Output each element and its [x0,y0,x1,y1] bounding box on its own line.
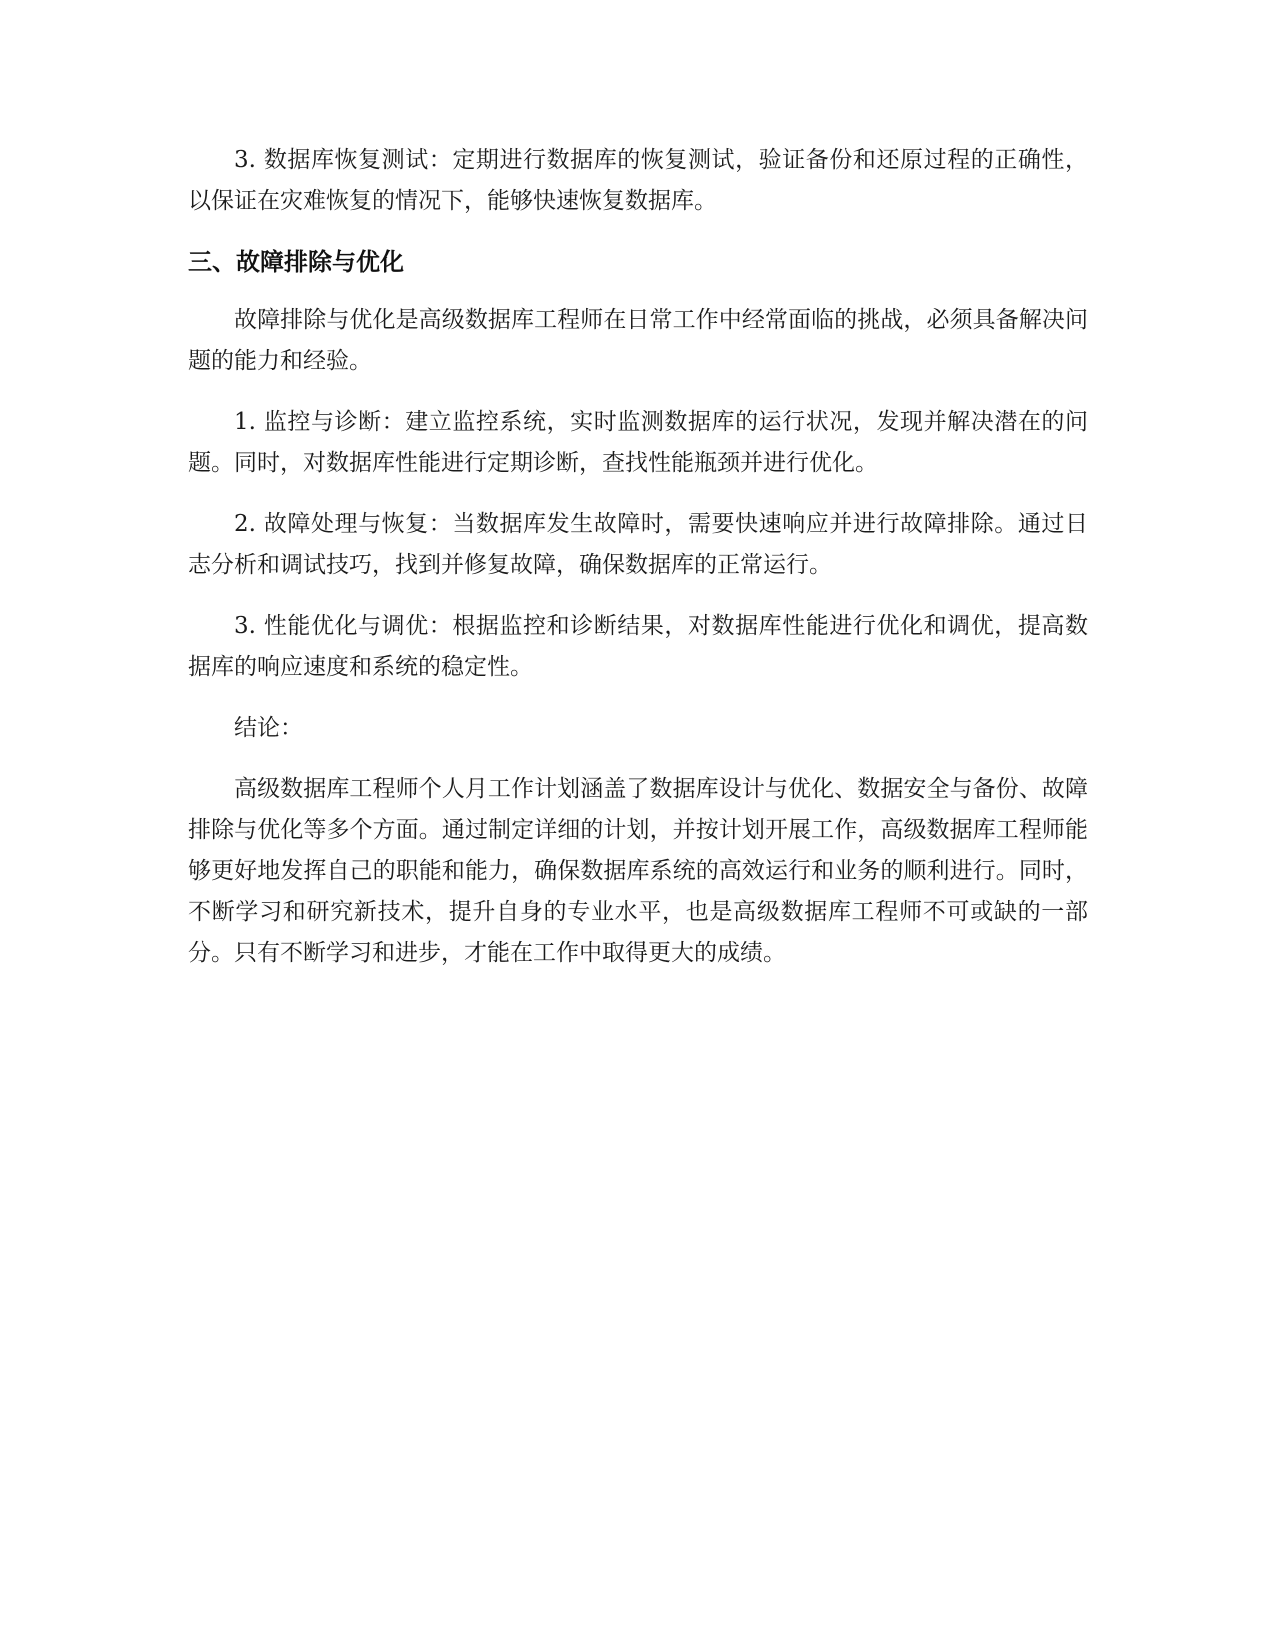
item-monitoring-diagnosis: 1. 监控与诊断：建立监控系统，实时监测数据库的运行状况，发现并解决潜在的问题。同时，对数据库性能进行定期诊断，查找性能瓶颈并进行优化。 [188,409,1088,476]
document-body [188,140,1088,994]
item-fault-handling: 2. 故障处理与恢复：当数据库发生故障时，需要快速响应并进行故障排除。通过日志分析和调试技巧，找到并修复故障，确保数据库的正常运行。 [188,511,1088,578]
section-intro-paragraph: 故障排除与优化是高级数据库工程师在日常工作中经常面临的挑战，必须具备解决问题的能力和经验。 [188,307,1088,374]
paragraph-recovery-test: 3. 数据库恢复测试：定期进行数据库的恢复测试，验证备份和还原过程的正确性，以保证在灾难恢复的情况下，能够快速恢复数据库。 [188,147,1088,214]
conclusion-paragraph: 高级数据库工程师个人月工作计划涵盖了数据库设计与优化、数据安全与备份、故障排除与优化等多个方面。通过制定详细的计划，并按计划开展工作，高级数据库工程师能够更好地发挥自己的职能和能力，确保数据库系统的高效运行和业务的顺利进行。同时，不断学习和研究新技术，提升自身的专业水平，也是高级数据库工程师不可或缺的一部分。只有不断学习和进步，才能在工作中取得更大的成绩。 [188,776,1088,966]
item-performance-tuning: 3. 性能优化与调优：根据监控和诊断结果，对数据库性能进行优化和调优，提高数据库的响应速度和系统的稳定性。 [188,613,1088,680]
section-heading: 三、故障排除与优化 [188,248,404,276]
conclusion-label: 结论： [234,715,303,741]
